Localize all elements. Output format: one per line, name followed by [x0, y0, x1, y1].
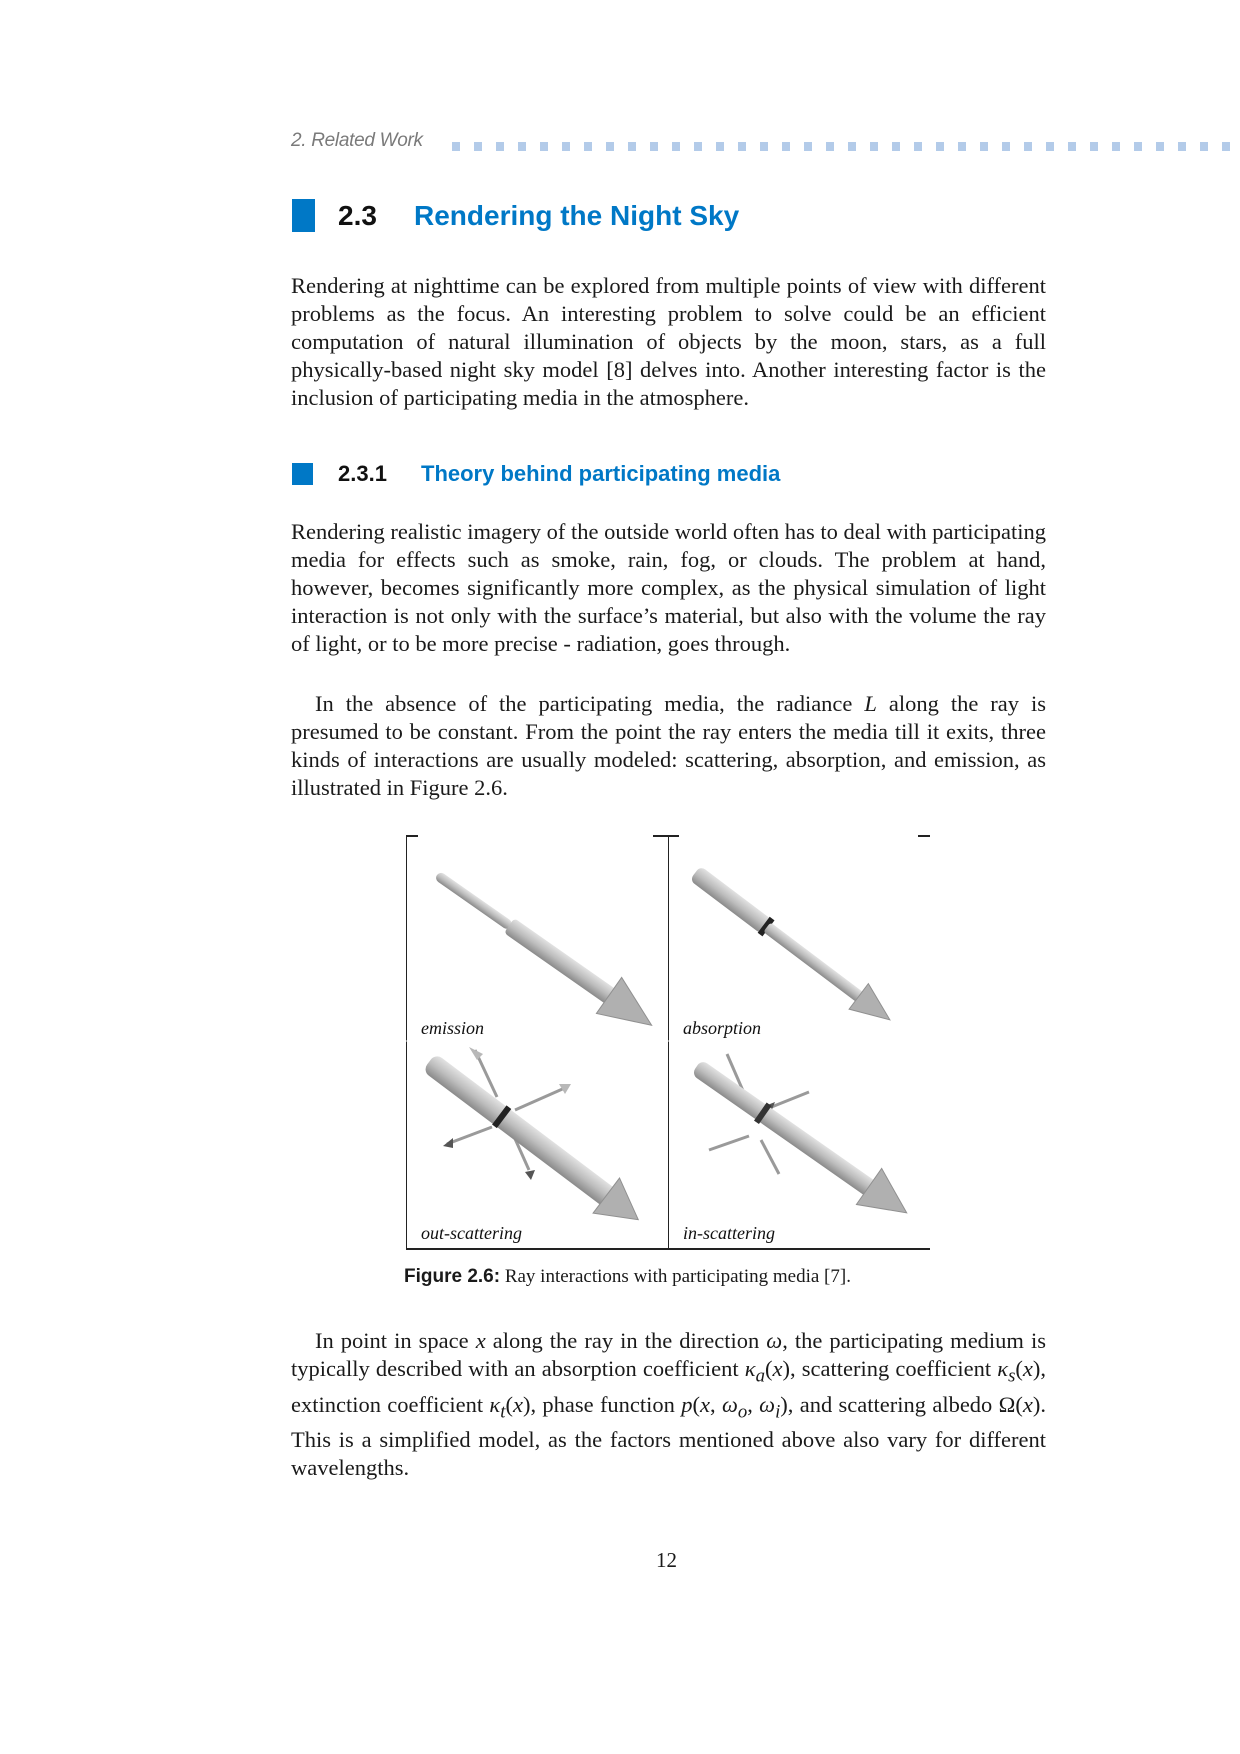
panel-label: out-scattering [421, 1223, 522, 1243]
section-paragraph: Rendering at nighttime can be explored from multiple points of view with different problems as the focus. An interesting problem to solve could be an efficient computation of natural illumination of objects by the moon, stars, as a full physically-based night sky model [8] delves into. Another interesting factor is the inclusion of participating media in the atmosphere. [291, 273, 1046, 410]
absorption-arrow-icon [669, 837, 928, 1043]
section-marker [292, 199, 315, 232]
panel-label: absorption [683, 1018, 762, 1038]
figure-ray-interactions [406, 835, 930, 1250]
paragraph-after-figure: In point in space x along the ray in the direction ω, the participating medium is typically described with an absorption coefficient $\kappa_a(x)$, scattering coefficient $\kappa_s(x)$, extinction coefficient $\kappa_t(x)$, phase function p(x, $\omega_o$, $\omega_i$), and scattering albedo Ω(x). This is a simplified model, as the factors mentioned above also vary for different wavelengths. [291, 1328, 1046, 1480]
subsection-title: Theory behind participating media [421, 461, 781, 486]
page-number: 12 [656, 1548, 677, 1572]
running-header: 2. Related Work [291, 130, 423, 151]
panel-out-scattering [407, 1042, 668, 1248]
emission-arrow-icon [407, 837, 668, 1043]
math-x: x [475, 1328, 486, 1353]
panel-label: in-scattering [683, 1223, 775, 1243]
panel-emission [407, 837, 668, 1043]
subsection-paragraph-2: In the absence of the participating media, the radiance L along the ray is presumed to be constant. From the point the ray enters the media till it exits, three kinds of interactions are usually modeled: scattering, absorption, and emission, as illustrated in Figure 2.6. [291, 691, 1046, 800]
panel-in-scattering [669, 1042, 930, 1248]
out-scattering-arrow-icon [407, 1042, 668, 1248]
subsection-paragraph-1: Rendering realistic imagery of the outside world often has to deal with participating media for effects such as smoke, rain, fog, or clouds. The problem at hand, however, becomes significantly more complex, as the physical simulation of light interaction is not only with the surface’s material, but also with the volume the ray of light, or to be more precise - radiation, goes through. [291, 519, 1046, 656]
panel-absorption [669, 837, 930, 1043]
section-number: 2.3 [338, 200, 377, 231]
subsection-marker [292, 463, 313, 485]
in-scattering-arrow-icon [669, 1042, 928, 1248]
subsection-number: 2.3.1 [338, 461, 387, 486]
section-title: Rendering the Night Sky [414, 200, 740, 231]
panel-label: emission [421, 1018, 484, 1038]
math-omega: ω [766, 1328, 783, 1353]
caption-text: Ray interactions with participating media [7]. [500, 1266, 851, 1287]
figure-caption [404, 1266, 851, 1288]
math-L: L [864, 691, 877, 716]
header-dotted-rule [452, 142, 1240, 151]
caption-label: Figure 2.6: [404, 1266, 501, 1287]
